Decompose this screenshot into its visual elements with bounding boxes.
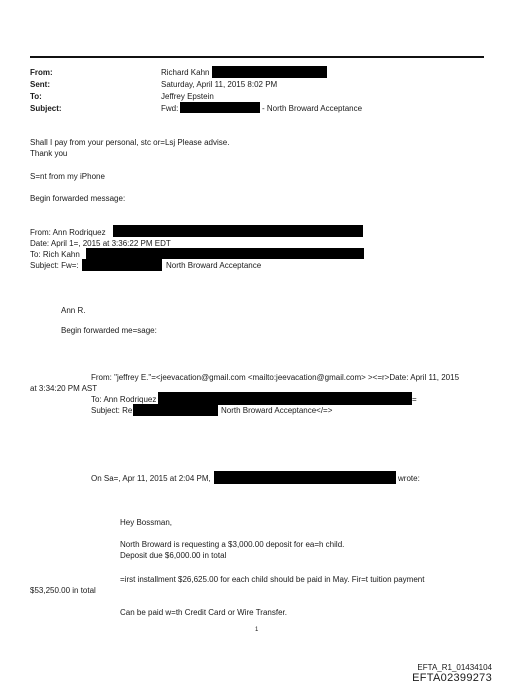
fwd2-to-prefix: To: Ann Rodriquez (91, 395, 157, 404)
redaction-fwd2-subject (133, 404, 218, 416)
fwd1-to: To: Rich Kahn (30, 250, 80, 259)
redaction-fwd1-subject (82, 259, 162, 271)
redaction-from (212, 66, 327, 78)
sent-label: Sent: (30, 80, 50, 89)
fwd1-subject-prefix: Subject: Fw=: (30, 261, 79, 270)
quoted-greeting: Hey Bossman, (120, 518, 173, 527)
body-line-1: Shall I pay from your personal, stc or=Lsj Please advise. (30, 138, 230, 147)
sent-value: Saturday, April 11, 2015 8:02 PM (161, 80, 278, 89)
quoted-p1-line2: Deposit due $6,000.00 in total (120, 551, 227, 560)
redaction-fwd1-from (113, 225, 363, 237)
fwd2-signoff: Ann R. (61, 306, 86, 315)
body-line-3: S=nt from my iPhone (30, 172, 105, 181)
from-label: From: (30, 68, 53, 77)
fwd2-subject-prefix: Subject: Re (91, 406, 133, 415)
quoted-on-prefix: On Sa=, Apr 11, 2015 at 2:04 PM, (91, 474, 211, 483)
quoted-p2-line1: =irst installment $26,625.00 for each child should be paid in May. Fir=t tuition payment (120, 575, 425, 584)
footer-id-1: EFTA_R1_01434104 (417, 663, 492, 672)
quoted-p2-line2: $53,250.00 in total (30, 586, 96, 595)
body-line-4: Begin forwarded message: (30, 194, 126, 203)
fwd2-from-line: From: "jeffrey E."=<jeevacation@gmail.com <mailto:jeevacation@gmail.com> ><=r>Date: April 11, 2015 (91, 373, 460, 382)
redaction-fwd1-to (86, 248, 364, 259)
fwd1-date: Date: April 1=, 2015 at 3:36:22 PM EDT (30, 239, 171, 248)
quoted-p1-line1: North Broward is requesting a $3,000.00 deposit for ea=h child. (120, 540, 345, 549)
redaction-subject (180, 102, 260, 113)
footer-id-2: EFTA02399273 (412, 672, 492, 684)
redaction-quoted-sender (214, 471, 396, 484)
subject-label: Subject: (30, 104, 62, 113)
to-value: Jeffrey Epstein (161, 92, 214, 101)
header-rule (30, 56, 484, 58)
page-number: 1 (255, 627, 259, 633)
fwd2-subject-suffix: North Broward Acceptance</=> (221, 406, 333, 415)
subject-suffix: - North Broward Acceptance (262, 104, 363, 113)
quoted-on-suffix: wrote: (398, 474, 420, 483)
fwd2-to-suffix: = (412, 395, 417, 404)
quoted-p3: Can be paid w=th Credit Card or Wire Transfer. (120, 608, 287, 617)
fwd1-subject-suffix: North Broward Acceptance (166, 261, 262, 270)
to-label: To: (30, 92, 42, 101)
subject-prefix: Fwd: (161, 104, 179, 113)
fwd1-from: From: Ann Rodriquez (30, 228, 106, 237)
from-value: Richard Kahn (161, 68, 210, 77)
body-line-2: Thank you (30, 149, 68, 158)
fwd2-begin: Begin forwarded me=sage: (61, 326, 157, 335)
fwd2-time-line: at 3:34:20 PM AST (30, 384, 98, 393)
